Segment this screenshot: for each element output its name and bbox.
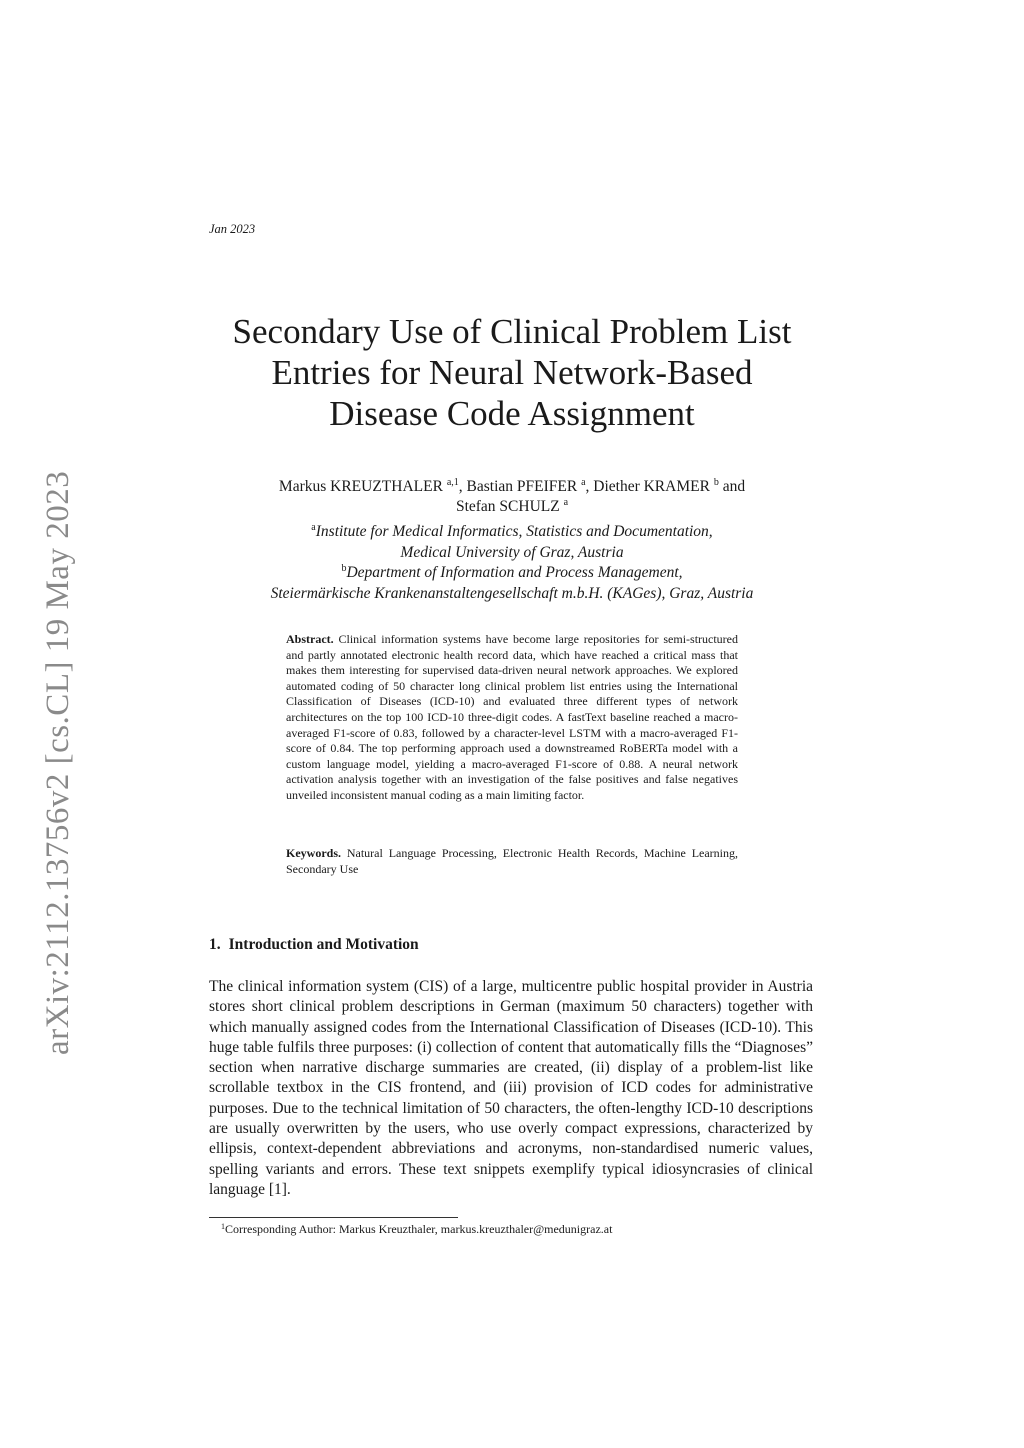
section-number: 1. (209, 936, 221, 953)
date-header: Jan 2023 (209, 222, 256, 236)
affiliation-mark: a (311, 522, 316, 533)
affiliation-line: Steiermärkische Krankenanstaltengesellschaft m.b.H. (KAGes), Graz, Austria (270, 584, 754, 602)
arxiv-identifier-stamp: arXiv:2112.13756v2 [cs.CL] 19 May 2023 (40, 470, 76, 1055)
title-line: Secondary Use of Clinical Problem List (232, 312, 792, 351)
title-line: Entries for Neural Network-Based (271, 353, 753, 392)
author-conjunction: and (718, 478, 746, 495)
keywords-text: Natural Language Processing, Electronic Health Records, Machine Learning, Secondary Use (286, 846, 739, 876)
author-name: , Diether KRAMER (585, 478, 710, 495)
footnote (221, 1222, 612, 1237)
intro-paragraph: The clinical information system (CIS) of a large, multicentre public hospital provider in Austria stores short clinical problem descriptions in German (maximum 50 characters) together with which manually assigned codes from the International Classification of Diseases (ICD-10). This huge table fulfils three purposes: (i) collection of content that automatically fills the “Diagnoses” section when narrative discharge summaries are created, (ii) display of a problem-list like scrollable textbox in the CIS frontend, and (iii) provision of ICD codes for administrative purposes. Due to the technical limitation of 50 characters, the often-lengthy ICD-10 descriptions are usually overwritten by the users, who use overly compact expressions, characterized by ellipsis, context-dependent abbreviations and acronyms, non-standardised numeric values, spelling variants and errors. These text snippets exemplify typical idiosyncrasies of clinical language [1]. (209, 978, 813, 1198)
abstract (286, 632, 738, 804)
affiliation-line: Medical University of Graz, Austria (400, 543, 624, 561)
affiliation-mark: b (713, 477, 719, 488)
paper-title (200, 311, 824, 434)
author-name: Markus KREUZTHALER (278, 478, 443, 495)
affiliation-mark: a (581, 477, 586, 488)
footnote-divider (209, 1217, 458, 1218)
abstract-text: Clinical information systems have become large repositories for semi-structured and partly annotated electronic health record data, which have reached a critical mass that makes them interesting for supervised data-driven neural network approaches. We explored automated coding of 50 character long clinical problem list entries using the International Classification of Diseases (ICD-10) and evaluated three different types of network architectures on the top 100 ICD-10 three-digit codes. A fastText baseline reached a macro-averaged F1-score of 0.83, followed by a character-level LSTM with a macro-averaged F1-score of 0.84. The top performing approach used a downstreamed RoBERTa model with a custom language model, yielding a macro-averaged F1-score of 0.88. A neural network activation analysis together with an investigation of the false positives and false negatives unveiled inconsistent manual coding as a main limiting factor. (286, 632, 739, 802)
affiliation-mark: a (563, 497, 569, 508)
keywords-label: Keywords. (286, 846, 341, 860)
author-name: Stefan SCHULZ (455, 498, 560, 515)
footnote-text: Corresponding Author: Markus Kreuzthaler, markus.kreuzthaler@medunigraz.at (225, 1222, 613, 1236)
title-line: Disease Code Assignment (329, 394, 695, 433)
affiliation-line: Institute for Medical Informatics, Statistics and Documentation, (315, 523, 713, 540)
author-name: , Bastian PFEIFER (458, 478, 578, 495)
affiliation-mark: b (341, 563, 347, 574)
footnote-mark: 1 (221, 1222, 225, 1231)
affiliation-line: Department of Information and Process Management, (346, 564, 683, 581)
affiliations (200, 522, 824, 604)
section-heading (209, 936, 419, 954)
affiliation-mark: a,1 (446, 477, 459, 488)
author-list (200, 477, 824, 517)
keywords (286, 846, 738, 877)
abstract-label: Abstract. (286, 632, 334, 646)
section-title: Introduction and Motivation (228, 936, 419, 953)
